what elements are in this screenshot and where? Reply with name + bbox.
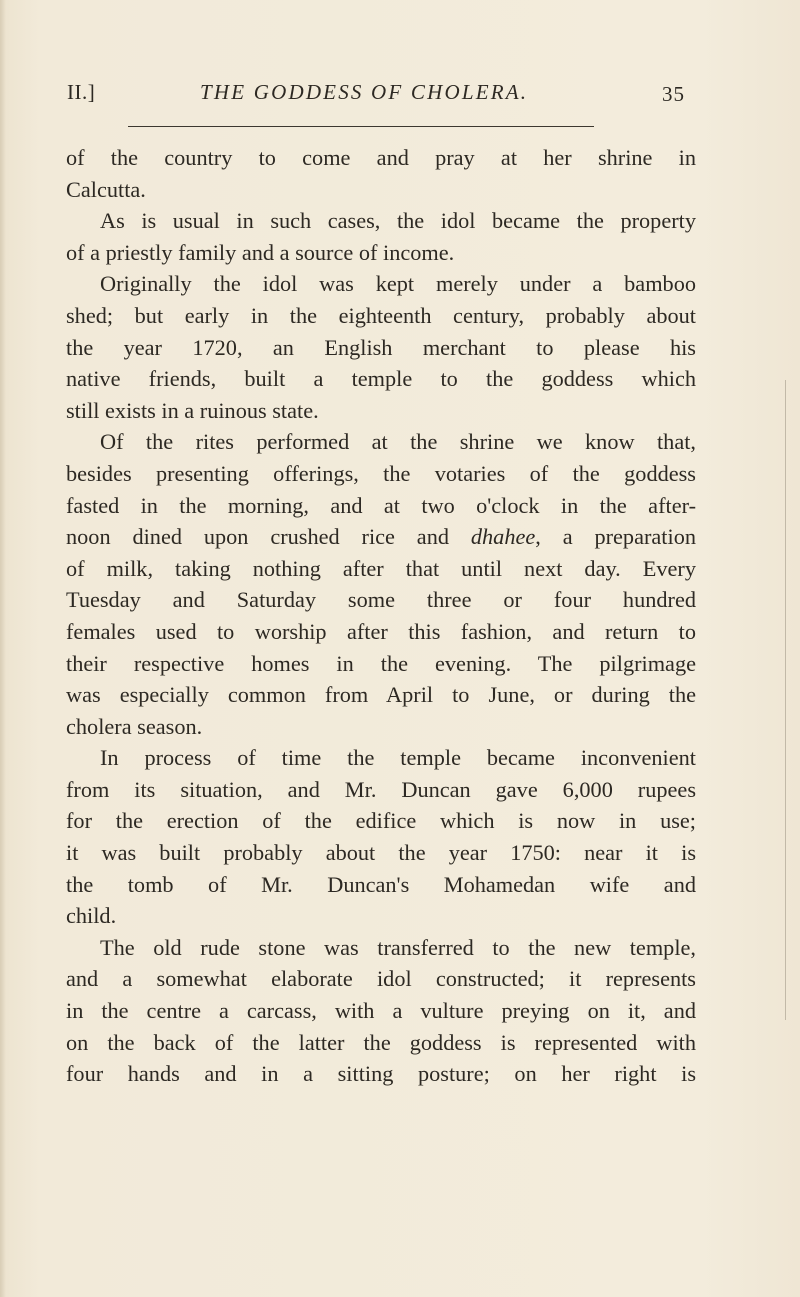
text-line: it was built probably about the year 1750: near it is [66,840,696,866]
text-line: Tuesday and Saturday some three or four hundred [66,587,696,613]
text-line: from its situation, and Mr. Duncan gave 6,000 rupees [66,776,696,802]
text-line: for the erection of the edifice which is now in use; [66,808,696,834]
text-line: native friends, built a temple to the goddess which [66,366,696,392]
text-line: females used to worship after this fashion, and return to [66,618,696,644]
text-line: of a priestly family and a source of income. [66,239,455,265]
text-line: the year 1720, an English merchant to please his [66,334,696,360]
body-text [66,142,696,1090]
text-line: still exists in a ruinous state. [66,397,319,423]
text-line: besides presenting offerings, the votaries of the goddess [66,460,696,486]
text-line: and a somewhat elaborate idol constructed; it represents [66,966,696,992]
italic-term: dhahee [470,524,536,550]
text-line: in the centre a carcass, with a vulture preying on it, and [66,998,696,1024]
text-line: As is usual in such cases, the idol became the property [100,208,696,234]
page-gutter-shadow [0,0,6,1297]
text-line: Originally the idol was kept merely under a bamboo [100,271,696,297]
text-line: their respective homes in the evening. The pilgrimage [66,650,696,676]
text-line: on the back of the latter the goddess is represented with [66,1029,696,1055]
running-title: THE GODDESS OF CHOLERA. [200,80,529,104]
chapter-marker: II.] [67,80,96,104]
text-line: Calcutta. [66,176,146,202]
text-line: four hands and in a sitting posture; on her right is [66,1061,696,1087]
page-number: 35 [662,82,685,106]
paper-crease [785,380,786,1020]
text-line: the tomb of Mr. Duncan's Mohamedan wife and [66,871,696,897]
text-segment: noon dined upon crushed rice and [66,524,471,550]
text-line: In process of time the temple became inconvenient [100,745,696,771]
text-line: was especially common from April to June, or during the [66,682,696,708]
text-line: fasted in the morning, and at two o'clock in the after- [66,492,696,518]
text-line: of milk, taking nothing after that until next day. Every [66,555,696,581]
text-line [66,521,696,553]
text-line: of the country to come and pray at her shrine in [66,145,696,170]
text-line: Of the rites performed at the shrine we know that, [100,429,696,455]
text-line: The old rude stone was transferred to the new temple, [100,934,696,960]
text-segment: , a preparation [535,524,696,550]
text-line: cholera season. [66,713,203,739]
text-line: shed; but early in the eighteenth century, probably about [66,302,696,328]
text-line: child. [66,903,117,929]
header-rule [128,126,594,127]
running-header [67,80,685,114]
